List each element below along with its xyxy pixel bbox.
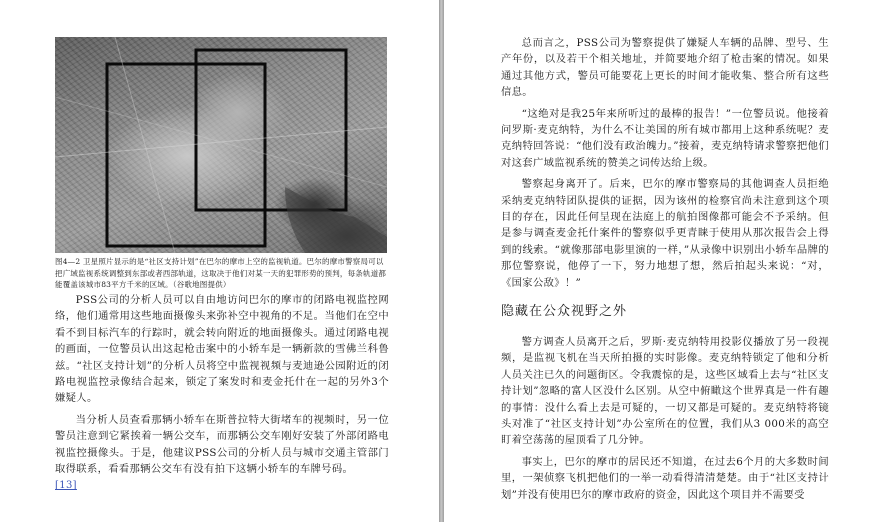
satellite-photo [55,37,387,253]
road-line [115,37,175,253]
paragraph: 警方调查人员离开之后，罗斯·麦克纳特用投影仪播放了另一段视频，是监视飞机在当天所拍摄的实时影像。麦克纳特锁定了他和分析人员关注已久的问题街区。令我震惊的是，这些区域看上去与“社区支持计划”忽略的富人区没什么区别。从空中俯瞰这个世界真是一件有趣的事情：没什么看上去是可疑的，一切又都是可疑的。麦克纳特将镜头对准了“社区支持计划”办公室所在的位置，我们从3 000米的高空盯着空荡荡的屋顶看了几分钟。 [501,336,829,447]
right-body-text-bottom [501,334,829,508]
paragraph: PSS公司的分析人员可以自由地访问巴尔的摩市的闭路电视监控网络，他们通常用这些地面摄像头来弥补空中视角的不足。当他们在空中看不到目标汽车的行踪时，就会转向附近的地面摄像头。通过闭路电视的画面，一位警员认出这起枪击案中的小轿车是一辆新款的雪佛兰科鲁兹。“社区支持计划”的分析人员将空中监视视频与麦迪逊公园附近的闭路电视监控录像结合起来，锁定了案发时和麦金托什在一起的另外3个嫌疑人。 [55,294,389,405]
harbor-water [285,187,387,253]
paragraph: “这绝对是我25年来所听过的最棒的报告！”一位警员说。他接着问罗斯·麦克纳特，为什么不让美国的所有城市都用上这种系统呢？麦克纳特回答说：“他们没有政治魄力。”接着，麦克纳特请求警察把他们对这套广域监视系统的赞美之词传达给上级。 [501,107,829,169]
paragraph: 事实上，巴尔的摩市的居民还不知道，在过去6个月的大多数时间里，一架侦察飞机把他们的一举一动看得清清楚楚。由于“社区支持计划”并没有使用巴尔的摩市政府的资金，因此这个项目并不需要受 [501,455,829,501]
road-line [55,97,387,187]
east-orbit-box [196,50,346,210]
figure-caption: 图4—2 卫星照片显示的是“社区支持计划”在巴尔的摩市上空的监视轨道。巴尔的摩市警察局可以把广域监视系统调整到东部或者西部轨道，这取决于他们对某一天的犯罪形势的预判，每条轨道都能覆盖该城市83平方千米的区域。（谷歌地图提供） [55,257,387,289]
paragraph: 警察起身离开了。后来，巴尔的摩市警察局的其他调查人员拒绝采纳麦克纳特团队提供的证据，因为该州的检察官尚未注意到这个项目的存在，因此任何呈现在法庭上的航拍图像都可能会不予采纳。但是参与调查麦金托什案件的警察似乎更青睐于使用从那次报告会上得到的线索。“就像那部电影里演的一样，”从录像中识别出小轿车品牌的那位警察说，他停了一下，努力地想了想，然后拍起头来说：“对，《国家公敌》！” [501,178,829,289]
west-orbit-box [107,64,265,246]
orbit-overlay [55,37,387,253]
right-body-text-top [501,35,829,296]
paragraph: 总而言之，PSS公司为警察提供了嫌疑人车辆的品牌、型号、生产年份，以及若干个相关地址，并简要地介绍了枪击案的情况。如果通过其他方式，警员可能要花上更长的时间才能收集、整合所有这些信息。 [501,37,829,99]
section-heading: 隐藏在公众视野之外 [501,304,628,319]
left-body-text [55,292,389,500]
right-page [444,0,884,522]
paragraph-text: 当分析人员查看那辆小轿车在斯普拉特大街堵车的视频时，另一位警员注意到它紧挨着一辆公交车，而那辆公交车刚好安装了外部闭路电视监控摄像头。于是，他建议PSS公司的分析人员与城市交通主管部门取得联系，看看那辆公交车有没有拍下这辆小轿车的车牌号码。 [55,413,389,476]
footnote-link[interactable]: [13] [55,480,77,492]
paragraph [55,412,389,495]
left-page [0,0,440,522]
